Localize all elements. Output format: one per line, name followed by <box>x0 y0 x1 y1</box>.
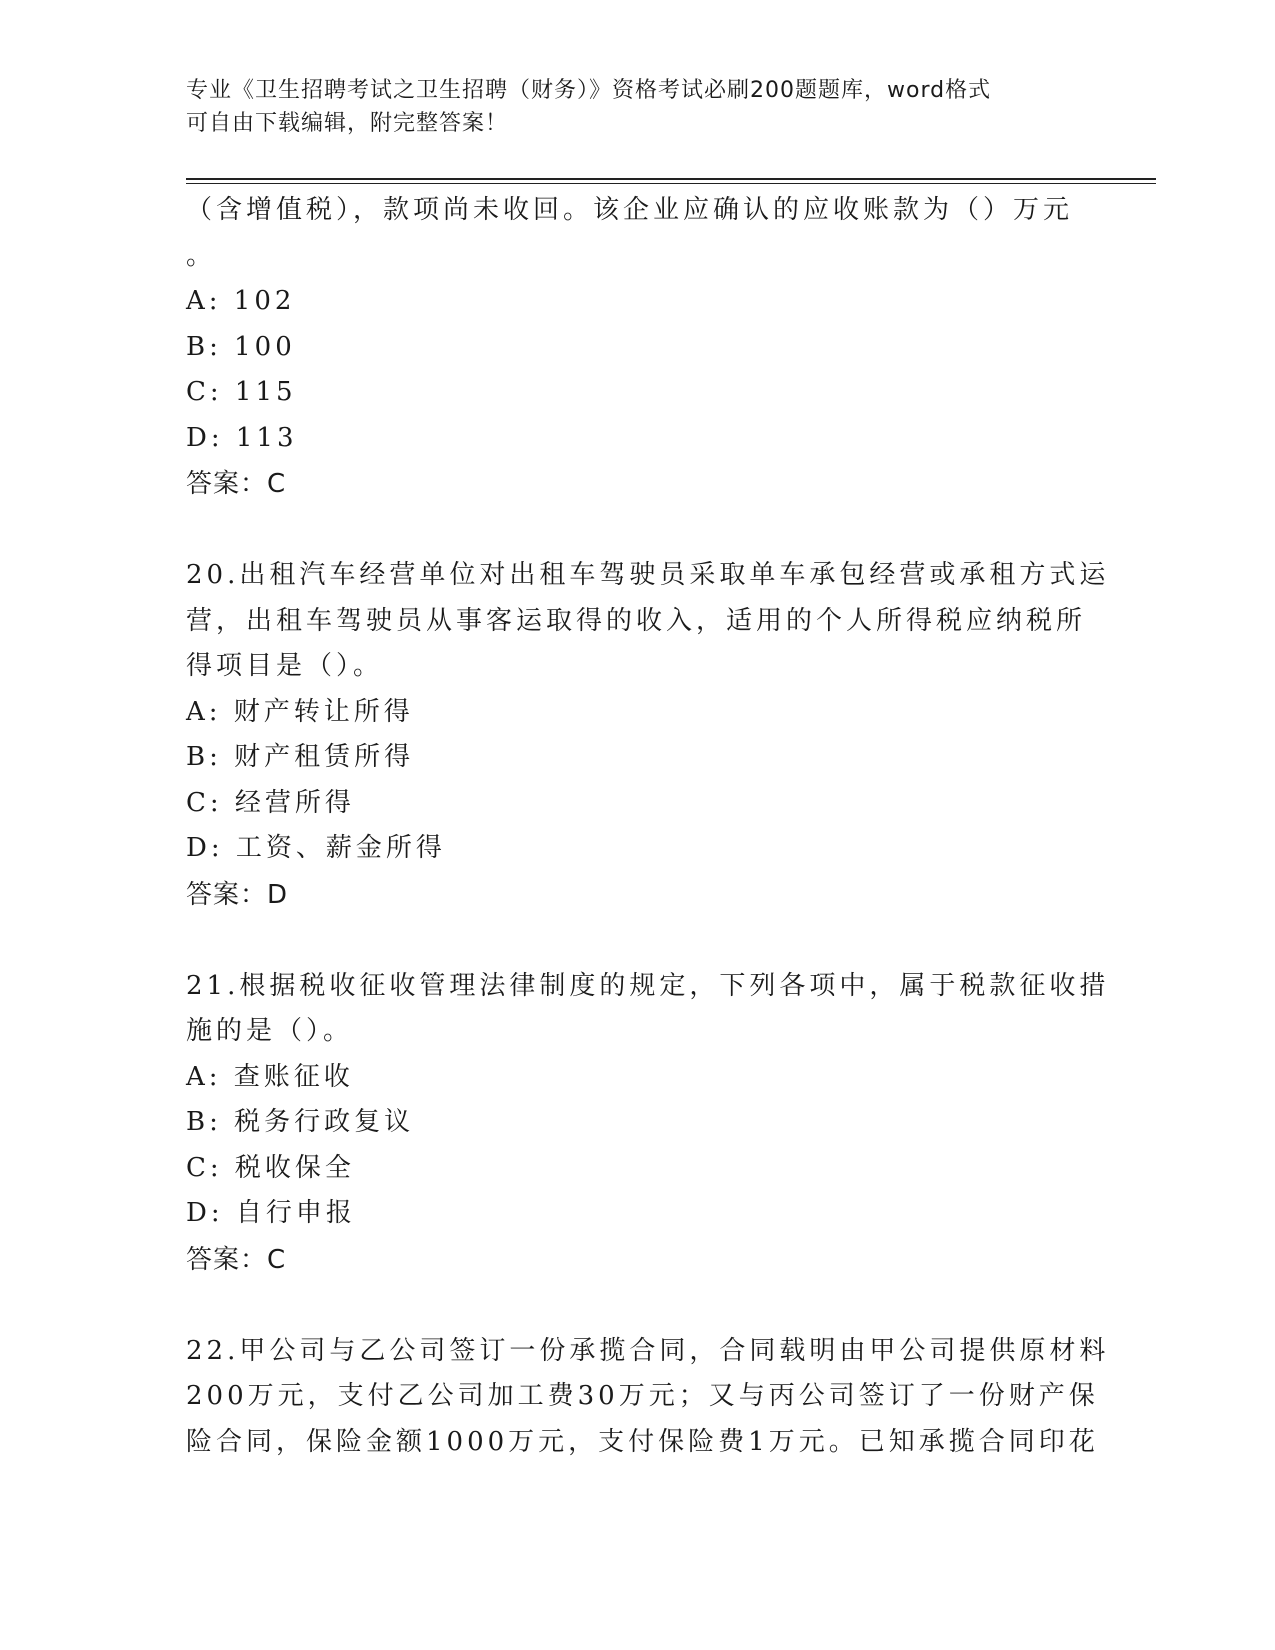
option-b: B: 财产租赁所得 <box>186 742 415 772</box>
answer-line: 答案：C <box>186 1244 287 1275</box>
option-d: D: 自行申报 <box>186 1198 356 1228</box>
spacer <box>186 918 1086 964</box>
question-text-line: 21.根据税收征收管理法律制度的规定，下列各项中，属于税款征收措 <box>186 970 1110 1001</box>
answer-line: 答案：C <box>186 469 287 499</box>
question-text-line: 营，出租车驾驶员从事客运取得的收入，适用的个人所得税应纳税所 <box>186 605 1087 636</box>
document-header <box>186 74 1066 140</box>
question-22 <box>186 1329 1110 1466</box>
option-c: C: 115 <box>186 377 297 407</box>
question-text-line: 22.甲公司与乙公司签订一份承揽合同，合同载明由甲公司提供原材料 <box>186 1335 1110 1366</box>
question-20 <box>186 553 1110 918</box>
spacer <box>186 1283 1086 1329</box>
option-d: D: 工资、薪金所得 <box>186 833 446 863</box>
header-line-2: 可自由下载编辑，附完整答案！ <box>186 111 509 136</box>
option-b: B: 税务行政复议 <box>186 1107 415 1137</box>
question-text-line: 险合同，保险金额1000万元，支付保险费1万元。已知承揽合同印花 <box>186 1426 1099 1457</box>
question-text-line: 200万元，支付乙公司加工费30万元；又与丙公司签订了一份财产保 <box>186 1381 1099 1411</box>
question-text-line: （含增值税），款项尚未收回。该企业应确认的应收账款为（）万元 <box>186 195 1074 225</box>
option-c: C: 税收保全 <box>186 1152 355 1183</box>
question-text-line: 。 <box>186 240 217 271</box>
header-rule-thick <box>186 178 1156 180</box>
question-text-line: 施的是（）。 <box>186 1016 354 1046</box>
option-b: B: 100 <box>186 331 296 362</box>
question-19 <box>186 188 1086 507</box>
option-a: A: 102 <box>186 286 296 316</box>
option-d: D: 113 <box>186 422 298 453</box>
option-a: A: 财产转让所得 <box>186 696 414 727</box>
header-line-1: 专业《卫生招聘考试之卫生招聘（财务）》资格考试必刷200题题库，word格式 <box>186 78 992 103</box>
question-text-line: 得项目是（）。 <box>186 651 384 681</box>
option-c: C: 经营所得 <box>186 787 355 818</box>
header-rule-thin <box>186 183 1156 184</box>
answer-line: 答案：D <box>186 879 289 910</box>
spacer <box>186 507 1086 553</box>
question-21 <box>186 964 1110 1283</box>
question-text-line: 20.出租汽车经营单位对出租车驾驶员采取单车承包经营或承租方式运 <box>186 560 1110 590</box>
option-a: A: 查账征收 <box>186 1061 354 1092</box>
document-body <box>186 188 1110 1465</box>
